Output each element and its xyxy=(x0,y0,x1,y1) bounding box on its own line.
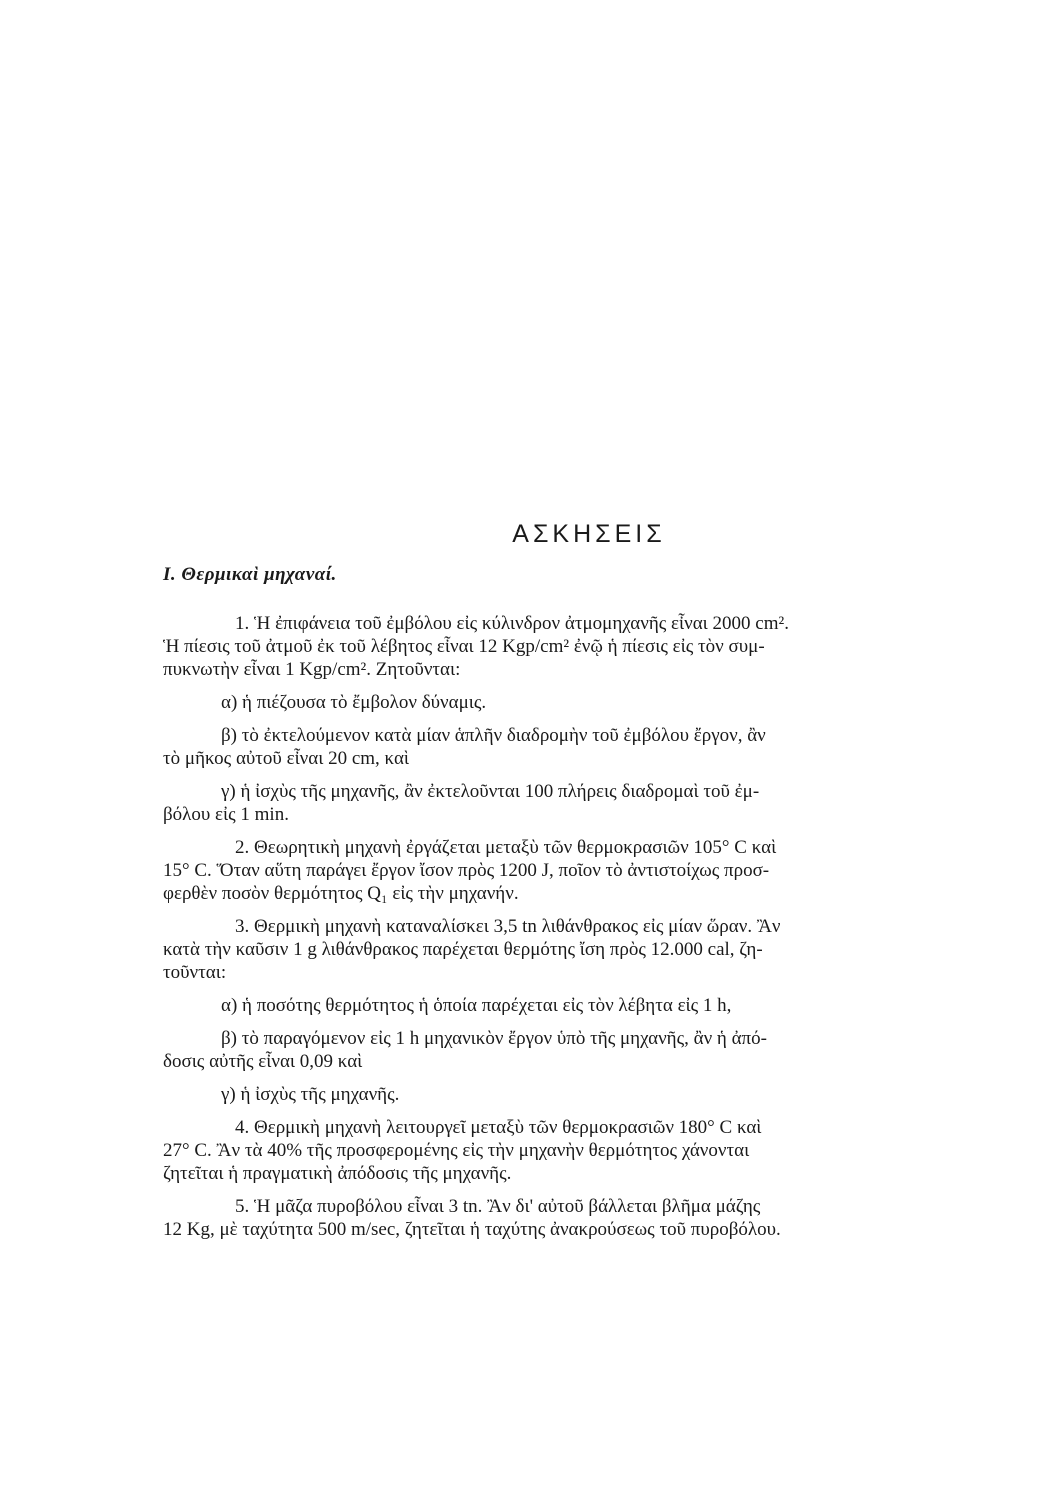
text-line: πυκνωτὴν εἶναι 1 Kgp/cm². Ζητοῦνται: xyxy=(163,659,461,680)
text-line: 3. Θερμικὴ μηχανὴ καταναλίσκει 3,5 tn λιθάνθρακος εἰς μίαν ὥραν. Ἂν xyxy=(235,916,781,937)
exercise-subitem xyxy=(163,724,975,770)
exercise-paragraph xyxy=(163,1195,975,1241)
text-line: 12 Kg, μὲ ταχύτητα 500 m/sec, ζητεῖται ἡ ταχύτης ἀνακρούσεως τοῦ πυροβόλου. xyxy=(163,1219,781,1240)
text-line: γ) ἡ ἰσχὺς τῆς μηχανῆς, ἂν ἐκτελοῦνται 100 πλήρεις διαδρομαὶ τοῦ ἐμ- xyxy=(221,781,760,802)
exercise-paragraph xyxy=(163,1116,975,1185)
section-title: Ι. Θερμικαὶ μηχαναί. xyxy=(163,564,337,585)
text-line: 1. Ἡ ἐπιφάνεια τοῦ ἐμβόλου εἰς κύλινδρον ἀτμομηχανῆς εἶναι 2000 cm². xyxy=(235,613,789,634)
text-line: 2. Θεωρητικὴ μηχανὴ ἐργάζεται μεταξὺ τῶν θερμοκρασιῶν 105° C καὶ xyxy=(235,837,777,858)
text-line: δοσις αὐτῆς εἶναι 0,09 καὶ xyxy=(163,1051,363,1072)
text-line: 15° C. Ὅταν αὕτη παράγει ἔργον ἴσον πρὸς 1200 J, ποῖον τὸ ἀντιστοίχως προσ- xyxy=(163,860,770,881)
text-line: γ) ἡ ἰσχὺς τῆς μηχανῆς. xyxy=(221,1084,400,1105)
exercise-subitem xyxy=(163,994,975,1017)
exercise-subitem xyxy=(163,780,975,826)
text-line: βόλου εἰς 1 min. xyxy=(163,804,289,825)
text-line: Ἡ πίεσις τοῦ ἀτμοῦ ἐκ τοῦ λέβητος εἶναι 12 Kgp/cm² ἐνῷ ἡ πίεσις εἰς τὸν συμ- xyxy=(163,636,765,657)
exercise-subitem xyxy=(163,1027,975,1073)
exercise-paragraph xyxy=(163,915,975,984)
text-line: β) τὸ παραγόμενον εἰς 1 h μηχανικὸν ἔργον ὑπὸ τῆς μηχανῆς, ἂν ἡ ἀπό- xyxy=(221,1028,767,1049)
text-line: 4. Θερμικὴ μηχανὴ λειτουργεῖ μεταξὺ τῶν θερμοκρασιῶν 180° C καὶ xyxy=(235,1117,762,1138)
exercise-subitem xyxy=(163,691,975,714)
text-line: α) ἡ ποσότης θερμότητος ἡ ὁποία παρέχεται εἰς τὸν λέβητα εἰς 1 h, xyxy=(221,995,732,1016)
exercise-paragraph xyxy=(163,836,975,905)
text-line: 27° C. Ἂν τὰ 40% τῆς προσφερομένης εἰς τὴν μηχανὴν θερμότητος χάνονται xyxy=(163,1140,750,1161)
text-line: ζητεῖται ἡ πραγματικὴ ἀπόδοσις τῆς μηχανῆς. xyxy=(163,1163,512,1184)
text-line: τὸ μῆκος αὐτοῦ εἶναι 20 cm, καὶ xyxy=(163,748,410,769)
text-line: 5. Ἡ μᾶζα πυροβόλου εἶναι 3 tn. Ἂν δι' αὐτοῦ βάλλεται βλῆμα μάζης xyxy=(235,1196,761,1217)
text-line: α) ἡ πιέζουσα τὸ ἔμβολον δύναμις. xyxy=(221,692,487,713)
exercise-list xyxy=(163,612,975,1251)
text-line: κατὰ τὴν καῦσιν 1 g λιθάνθρακος παρέχεται θερμότης ἴση πρὸς 12.000 cal, ζη- xyxy=(163,939,763,960)
page-heading: ΑΣΚΗΣΕΙΣ xyxy=(512,520,666,548)
text-line: τοῦνται: xyxy=(163,962,227,983)
text-line: φερθὲν ποσὸν θερμότητος Q₁ εἰς τὴν μηχανήν. xyxy=(163,883,519,904)
exercise-paragraph xyxy=(163,612,975,681)
text-line: β) τὸ ἐκτελούμενον κατὰ μίαν ἁπλῆν διαδρομὴν τοῦ ἐμβόλου ἔργον, ἂν xyxy=(221,725,766,746)
exercise-subitem xyxy=(163,1083,975,1106)
